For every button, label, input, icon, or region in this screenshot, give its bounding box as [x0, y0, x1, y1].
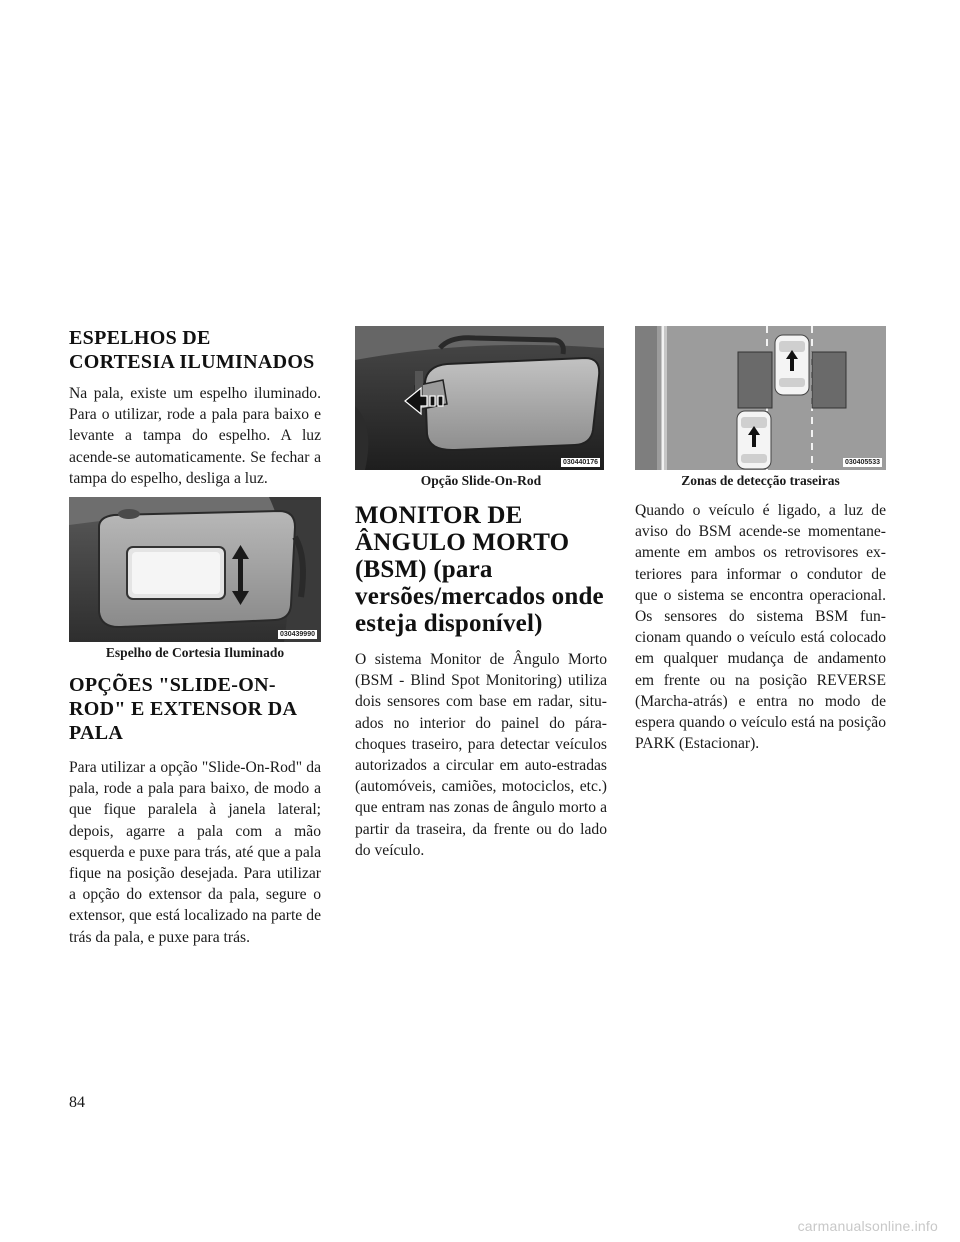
- watermark: carmanualsonline.info: [797, 1218, 938, 1234]
- slide-on-rod-illustration: [355, 326, 604, 470]
- figure-vanity-mirror: [69, 497, 321, 642]
- car-top: [775, 335, 809, 395]
- caption-slide-on-rod: Opção Slide-On-Rod: [420, 473, 542, 488]
- vanity-mirror-illustration: [69, 497, 321, 642]
- caption-vanity-mirror: Espelho de Cortesia Iluminado: [105, 645, 285, 661]
- figure-code: 030440176: [562, 459, 598, 466]
- car-bottom: [737, 411, 771, 469]
- paragraph-vanity-mirror: Na pala, existe um espelho iluminado. Para o utilizar, rode a pala para baixo e levante a tampa do espelho. A luz acende-se automaticamente. Se fechar a tampa do espelho, desliga a luz.: [69, 385, 321, 487]
- caption-rear-detection-zones: Zonas de detecção traseiras: [681, 473, 840, 488]
- paragraph-bsm: O sistema Monitor de Ângulo Morto (BSM - Blind Spot Monitoring) utiliza dois sensores com base em radar, situados no interior do painel do pára-choques traseiro, para detectar veículos autorizados a circular em auto-estradas (automóveis, camiões, motociclos, etc.) que entram nas zonas de ângulo morto a partir da traseira, da frente ou do lado do veículo.: [355, 651, 607, 859]
- page-number: 84: [69, 1094, 85, 1111]
- rear-detection-zones-diagram: [635, 326, 886, 470]
- column-1: [69, 326, 321, 948]
- paragraph-bsm-warning-light: Quando o veículo é ligado, a luz de aviso do BSM acende-se momentaneamente em ambos os retrovisores exteriores para informar o condutor de que o sistema se encontra operacional. Os sensores do sistema BSM funcionam quando o veículo está colocado em qualquer mudança de andamento em frente ou na posição REVERSE (Marcha-atrás) e entra no modo de espera quando o veículo está na posição PARK (Estacionar).: [635, 502, 886, 753]
- figure-rear-detection-zones: [635, 326, 886, 470]
- paragraph-slide-on-rod: Para utilizar a opção "Slide-On-Rod" da pala, rode a pala para baixo, de modo a que fique paralela à janela lateral; depois, agarre a pala com a mão esquerda e puxe para trás, até que a pala fique na posição desejada. Para utilizar a opção do extensor da pala, segure o extensor, que está localizado na parte de trás da pala, e puxe para trás.: [69, 759, 321, 946]
- heading-illuminated-vanity-mirrors: ESPELHOS DE CORTESIA ILUMINADOS: [69, 327, 315, 373]
- heading-bsm: MONITOR DE ÂNGULO MORTO (BSM) (para versões/mercados onde esteja disponível): [355, 502, 604, 637]
- figure-code: 030405533: [844, 459, 880, 466]
- column-2: [355, 326, 607, 861]
- figure-slide-on-rod: [355, 326, 604, 470]
- heading-slide-on-rod: OPÇÕES "SLIDE-ON-ROD" E EXTENSOR DA PALA: [69, 674, 297, 745]
- column-3: [635, 326, 886, 754]
- figure-code: 030439990: [279, 631, 315, 639]
